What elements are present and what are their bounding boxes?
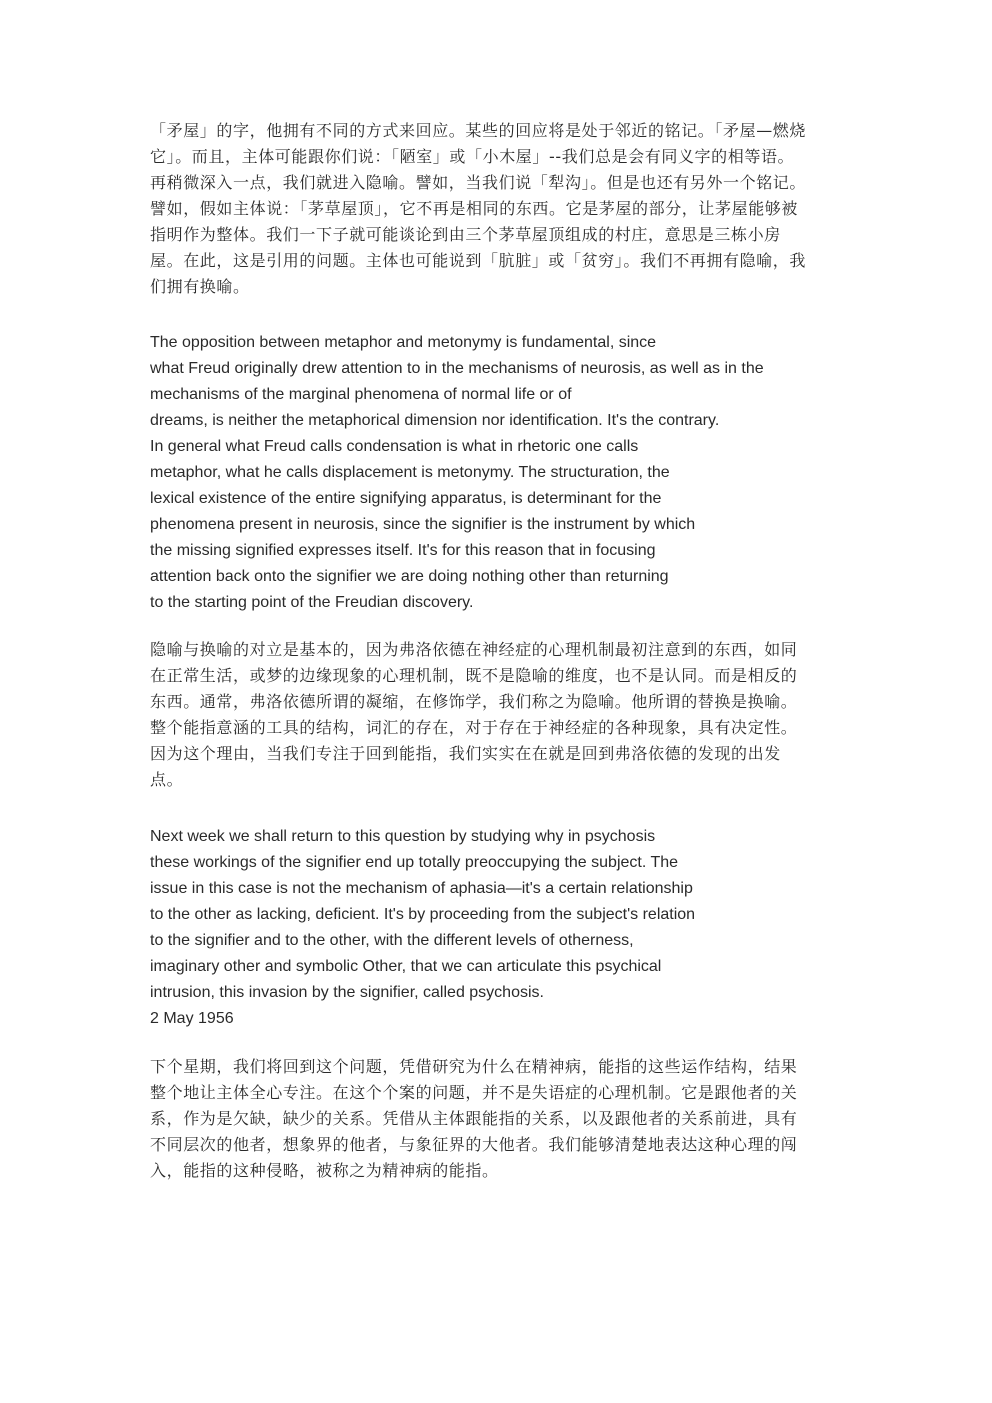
text-line: to the signifier and to the other, with the different levels of otherness,: [150, 932, 634, 949]
text-line: intrusion, this invasion by the signifier, called psychosis.: [150, 984, 544, 1001]
text-line: 整个地让主体全心专注。在这个个案的问题，并不是失语症的心理机制。它是跟他者的关: [150, 1083, 798, 1102]
text-line: what Freud originally drew attention to in the mechanisms of neurosis, as well as in the: [150, 360, 764, 377]
text-line: to the starting point of the Freudian discovery.: [150, 594, 474, 611]
text-line: 入，能指的这种侵略，被称之为精神病的能指。: [150, 1161, 499, 1180]
text-line: these workings of the signifier end up totally preoccupying the subject. The: [150, 854, 679, 871]
text-line: The opposition between metaphor and metonymy is fundamental, since: [150, 334, 657, 351]
text-line: 「矛屋」的字，他拥有不同的方式来回应。某些的回应将是处于邻近的铭记。「矛屋—燃烧: [150, 121, 807, 140]
text-line: 点。: [150, 770, 184, 789]
chinese-paragraph-2: [150, 637, 797, 793]
text-line: 它」。而且，主体可能跟你们说：「陋室」或「小木屋」--我们总是会有同义字的相等语。: [150, 147, 795, 166]
text-line: 在正常生活，或梦的边缘现象的心理机制，既不是隐喻的维度，也不是认同。而是相反的: [150, 666, 798, 685]
text-line: In general what Freud calls condensation is what in rhetoric one calls: [150, 438, 639, 455]
english-paragraph-1: [150, 330, 764, 616]
text-line: the missing signified expresses itself. It's for this reason that in focusing: [150, 542, 656, 559]
chinese-paragraph-3: [150, 1054, 797, 1184]
text-line: 譬如，假如主体说：「茅草屋顶」，它不再是相同的东西。它是茅屋的部分，让茅屋能够被: [150, 199, 799, 218]
text-line: 隐喻与换喻的对立是基本的，因为弗洛依德在神经症的心理机制最初注意到的东西，如同: [150, 640, 798, 659]
text-line: issue in this case is not the mechanism of aphasia—it's a certain relationship: [150, 880, 693, 897]
text-line: imaginary other and symbolic Other, that we can articulate this psychical: [150, 958, 662, 975]
text-line: mechanisms of the marginal phenomena of normal life or of: [150, 386, 572, 403]
text-line: metaphor, what he calls displacement is metonymy. The structuration, the: [150, 464, 670, 481]
text-line: 再稍微深入一点，我们就进入隐喻。譬如，当我们说「犁沟」。但是也还有另外一个铭记。: [150, 173, 807, 192]
text-line: attention back onto the signifier we are doing nothing other than returning: [150, 568, 669, 585]
english-paragraph-2: [150, 824, 695, 1032]
chinese-paragraph-1: [150, 118, 806, 300]
text-line: dreams, is neither the metaphorical dimension nor identification. It's the contrary.: [150, 412, 720, 429]
text-line: Next week we shall return to this question by studying why in psychosis: [150, 828, 656, 845]
text-line: 整个能指意涵的工具的结构，词汇的存在，对于存在于神经症的各种现象，具有决定性。: [150, 718, 798, 737]
text-line: to the other as lacking, deficient. It's by proceeding from the subject's relation: [150, 906, 696, 923]
text-line: 们拥有换喻。: [150, 277, 250, 296]
text-line: 下个星期，我们将回到这个问题，凭借研究为什么在精神病，能指的这些运作结构，结果: [150, 1057, 798, 1076]
text-line: 不同层次的他者，想象界的他者，与象征界的大他者。我们能够清楚地表达这种心理的闯: [150, 1135, 798, 1154]
text-line: phenomena present in neurosis, since the signifier is the instrument by which: [150, 516, 696, 533]
text-line: 系，作为是欠缺，缺少的关系。凭借从主体跟能指的关系，以及跟他者的关系前进，具有: [150, 1109, 798, 1128]
text-line: 屋。在此，这是引用的问题。主体也可能说到「肮脏」或「贫穷」。我们不再拥有隐喻，我: [150, 251, 807, 270]
date-line: 2 May 1956: [150, 1010, 234, 1027]
text-line: 指明作为整体。我们一下子就可能谈论到由三个茅草屋顶组成的村庄，意思是三栋小房: [150, 225, 781, 244]
text-line: 东西。通常，弗洛依德所谓的凝缩，在修饰学，我们称之为隐喻。他所谓的替换是换喻。: [150, 692, 798, 711]
text-line: 因为这个理由，当我们专注于回到能指，我们实实在在就是回到弗洛依德的发现的出发: [150, 744, 781, 763]
text-line: lexical existence of the entire signifying apparatus, is determinant for the: [150, 490, 662, 507]
